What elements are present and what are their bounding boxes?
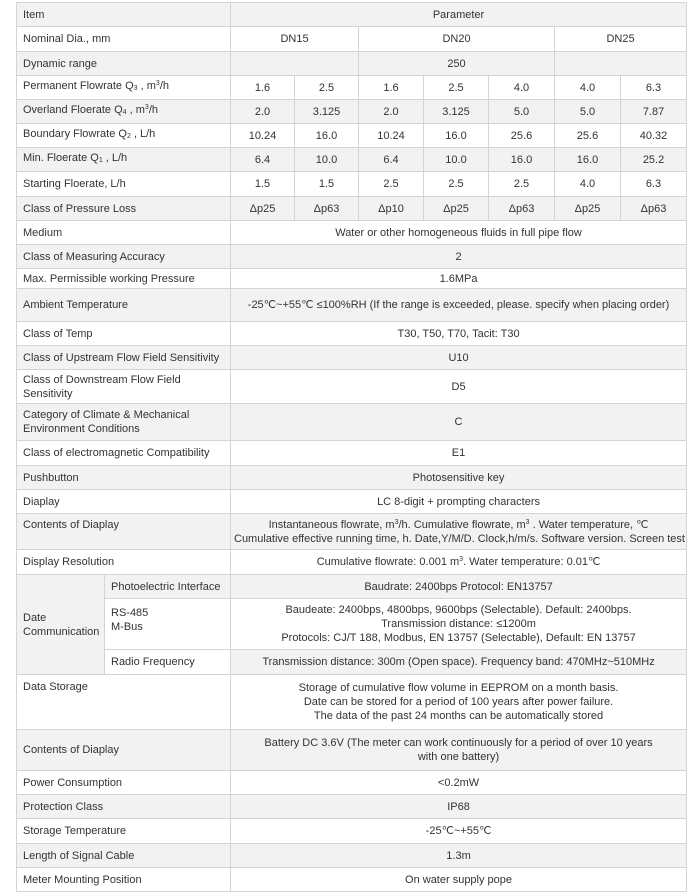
signal-cable-value: 1.3m xyxy=(231,844,687,868)
max-pressure-row xyxy=(17,269,687,289)
temp-class-row xyxy=(17,322,687,346)
value-cell: 4.0 xyxy=(489,76,555,100)
value-cell: 1.6 xyxy=(359,76,424,100)
value-cell: 1.6 xyxy=(231,76,295,100)
value-cell: 16.0 xyxy=(295,124,359,148)
item-header: Item xyxy=(17,3,231,27)
value-cell: 6.4 xyxy=(359,148,424,172)
value-cell: 25.2 xyxy=(621,148,687,172)
value-cell: 6.4 xyxy=(231,148,295,172)
battery-value: Battery DC 3.6V (The meter can work continuously for a period of over 10 years with one battery) xyxy=(231,730,687,771)
value-cell: 1.5 xyxy=(231,172,295,197)
upstream-sensitivity-value: U10 xyxy=(231,346,687,370)
downstream-sensitivity-row xyxy=(17,370,687,404)
value-cell: 16.0 xyxy=(489,148,555,172)
value-cell: 2.5 xyxy=(424,172,489,197)
photoelectric-interface-value: Baudrate: 2400bps Protocol: EN13757 xyxy=(231,575,687,599)
pushbutton-row xyxy=(17,466,687,490)
medium-row xyxy=(17,221,687,245)
emc-value: E1 xyxy=(231,441,687,466)
battery-row xyxy=(17,730,687,771)
accuracy-label: Class of Measuring Accuracy xyxy=(17,245,231,269)
power-consumption-row xyxy=(17,771,687,795)
medium-value: Water or other homogeneous fluids in full pipe flow xyxy=(231,221,687,245)
min-flowrate-label: Min. Floerate $Q_1$ , L/h xyxy=(17,148,231,172)
temp-class-value: T30, T50, T70, Tacit: T30 xyxy=(231,322,687,346)
downstream-sensitivity-label: Class of Downstream Flow Field Sensitivity xyxy=(17,370,231,404)
climate-category-label: Category of Climate & Mechanical Environment Conditions xyxy=(17,404,231,441)
value-cell: 4.0 xyxy=(555,172,621,197)
mounting-position-value: On water supply pope xyxy=(231,868,687,892)
rs485-mbus-label: RS-485 M-Bus xyxy=(105,599,231,650)
value-cell: Δp25 xyxy=(231,197,295,221)
medium-label: Medium xyxy=(17,221,231,245)
power-consumption-value: <0.2mW xyxy=(231,771,687,795)
max-pressure-value: 1.6MPa xyxy=(231,269,687,289)
temp-class-label: Class of Temp xyxy=(17,322,231,346)
value-cell: 7.87 xyxy=(621,100,687,124)
value-cell: 25.6 xyxy=(555,124,621,148)
emc-label: Class of electromagnetic Compatibility xyxy=(17,441,231,466)
value-cell: 10.0 xyxy=(295,148,359,172)
dn20-header: DN20 xyxy=(359,27,555,52)
storage-temperature-row xyxy=(17,819,687,844)
max-pressure-label: Max. Permissible working Pressure xyxy=(17,269,231,289)
mounting-position-row xyxy=(17,868,687,892)
permanent-flowrate-row xyxy=(17,76,687,100)
ambient-temperature-row xyxy=(17,289,687,322)
protection-class-row xyxy=(17,795,687,819)
radio-frequency-row xyxy=(17,650,687,675)
dynamic-range-row xyxy=(17,52,687,76)
permanent-flowrate-label: Permanent Flowrate $Q_3$ , $m^3/h$ xyxy=(17,76,231,100)
value-cell: 10.24 xyxy=(359,124,424,148)
value-cell: 2.5 xyxy=(295,76,359,100)
radio-frequency-label: Radio Frequency xyxy=(105,650,231,675)
value-cell: 2.0 xyxy=(359,100,424,124)
photoelectric-interface-label: Photoelectric Interface xyxy=(105,575,231,599)
specification-table xyxy=(16,2,687,892)
value-cell: Δp10 xyxy=(359,197,424,221)
value-cell: 16.0 xyxy=(555,148,621,172)
storage-temperature-label: Storage Temperature xyxy=(17,819,231,844)
rs485-mbus-value: Baudeate: 2400bps, 4800bps, 9600bps (Selectable). Default: 2400bps. Transmission distance: ≤1200m Protocols: CJ/T 188, Modbus, EN 13757 (Selectable), Default: EN 13757 xyxy=(231,599,687,650)
display-resolution-row xyxy=(17,550,687,575)
parameter-header: Parameter xyxy=(231,3,687,27)
value-cell: 5.0 xyxy=(489,100,555,124)
display-row xyxy=(17,490,687,514)
downstream-sensitivity-value: D5 xyxy=(231,370,687,404)
value-cell: Δp63 xyxy=(621,197,687,221)
display-value: LC 8-digit + prompting characters xyxy=(231,490,687,514)
value-cell: 2.5 xyxy=(489,172,555,197)
data-storage-label: Data Storage xyxy=(17,675,231,730)
emc-row xyxy=(17,441,687,466)
value-cell: 1.5 xyxy=(295,172,359,197)
climate-category-value: C xyxy=(231,404,687,441)
upstream-sensitivity-label: Class of Upstream Flow Field Sensitivity xyxy=(17,346,231,370)
battery-label: Contents of Diaplay xyxy=(17,730,231,771)
value-cell: Δp25 xyxy=(555,197,621,221)
display-resolution-value: Cumulative flowrate: 0.001 $m^3$. Water temperature: 0.01℃ xyxy=(231,550,687,575)
pressure-loss-row xyxy=(17,197,687,221)
pushbutton-label: Pushbutton xyxy=(17,466,231,490)
display-contents-label: Contents of Diaplay xyxy=(17,514,231,550)
mounting-position-label: Meter Mounting Position xyxy=(17,868,231,892)
value-cell: 40.32 xyxy=(621,124,687,148)
signal-cable-label: Length of Signal Cable xyxy=(17,844,231,868)
protection-class-value: IP68 xyxy=(231,795,687,819)
value-cell: 3.125 xyxy=(424,100,489,124)
data-storage-row xyxy=(17,675,687,730)
value-cell: 6.3 xyxy=(621,172,687,197)
pressure-loss-label: Class of Pressure Loss xyxy=(17,197,231,221)
display-label: Diaplay xyxy=(17,490,231,514)
dynamic-range-label: Dynamic range xyxy=(17,52,231,76)
value-cell: 16.0 xyxy=(424,124,489,148)
pushbutton-value: Photosensitive key xyxy=(231,466,687,490)
overland-flowrate-row xyxy=(17,100,687,124)
value-cell: 25.6 xyxy=(489,124,555,148)
min-flowrate-row xyxy=(17,148,687,172)
protection-class-label: Protection Class xyxy=(17,795,231,819)
ambient-temperature-label: Ambient Temperature xyxy=(17,289,231,322)
storage-temperature-value: -25℃~+55℃ xyxy=(231,819,687,844)
nominal-diameter-row xyxy=(17,27,687,52)
value-cell: 4.0 xyxy=(555,76,621,100)
value-cell: 6.3 xyxy=(621,76,687,100)
header-row xyxy=(17,3,687,27)
dynamic-range-value: 250 xyxy=(359,52,555,76)
photoelectric-interface-row xyxy=(17,575,687,599)
climate-category-row xyxy=(17,404,687,441)
value-cell: 2.5 xyxy=(359,172,424,197)
upstream-sensitivity-row xyxy=(17,346,687,370)
dynamic-range-empty-cell xyxy=(555,52,687,76)
boundary-flowrate-label: Boundary Flowrate $Q_2$ , L/h xyxy=(17,124,231,148)
value-cell: 3.125 xyxy=(295,100,359,124)
date-communication-label: Date Communication xyxy=(17,575,105,675)
dynamic-range-empty-cell xyxy=(231,52,359,76)
value-cell: 10.24 xyxy=(231,124,295,148)
power-consumption-label: Power Consumption xyxy=(17,771,231,795)
rs485-mbus-row xyxy=(17,599,687,650)
accuracy-value: 2 xyxy=(231,245,687,269)
display-contents-row xyxy=(17,514,687,550)
data-storage-value: Storage of cumulative flow volume in EEPROM on a month basis. Date can be stored for a period of 100 years after power failure. The data of the past 24 months can be automatically stored xyxy=(231,675,687,730)
value-cell: 10.0 xyxy=(424,148,489,172)
value-cell: Δp25 xyxy=(424,197,489,221)
value-cell: 5.0 xyxy=(555,100,621,124)
value-cell: 2.0 xyxy=(231,100,295,124)
radio-frequency-value: Transmission distance: 300m (Open space). Frequency band: 470MHz~510MHz xyxy=(231,650,687,675)
dn25-header: DN25 xyxy=(555,27,687,52)
starting-flowrate-row xyxy=(17,172,687,197)
ambient-temperature-value: -25℃~+55℃ ≤100%RH (If the range is exceeded, please. specify when placing order) xyxy=(231,289,687,322)
starting-flowrate-label: Starting Floerate, L/h xyxy=(17,172,231,197)
accuracy-row xyxy=(17,245,687,269)
value-cell: 2.5 xyxy=(424,76,489,100)
signal-cable-row xyxy=(17,844,687,868)
dn15-header: DN15 xyxy=(231,27,359,52)
value-cell: Δp63 xyxy=(489,197,555,221)
value-cell: Δp63 xyxy=(295,197,359,221)
display-contents-value: Instantaneous flowrate, $m^3/h$. Cumulative flowrate, $m^3$ . Water temperature, ℃ Cumulative effective running time, h. Date,Y/M/D. Clock,h/m/s. Software version. Screen test xyxy=(231,514,687,550)
nominal-diameter-label: Nominal Dia., mm xyxy=(17,27,231,52)
boundary-flowrate-row xyxy=(17,124,687,148)
display-resolution-label: Display Resolution xyxy=(17,550,231,575)
overland-flowrate-label: Overland Floerate $Q_4$ , $m^3/h$ xyxy=(17,100,231,124)
